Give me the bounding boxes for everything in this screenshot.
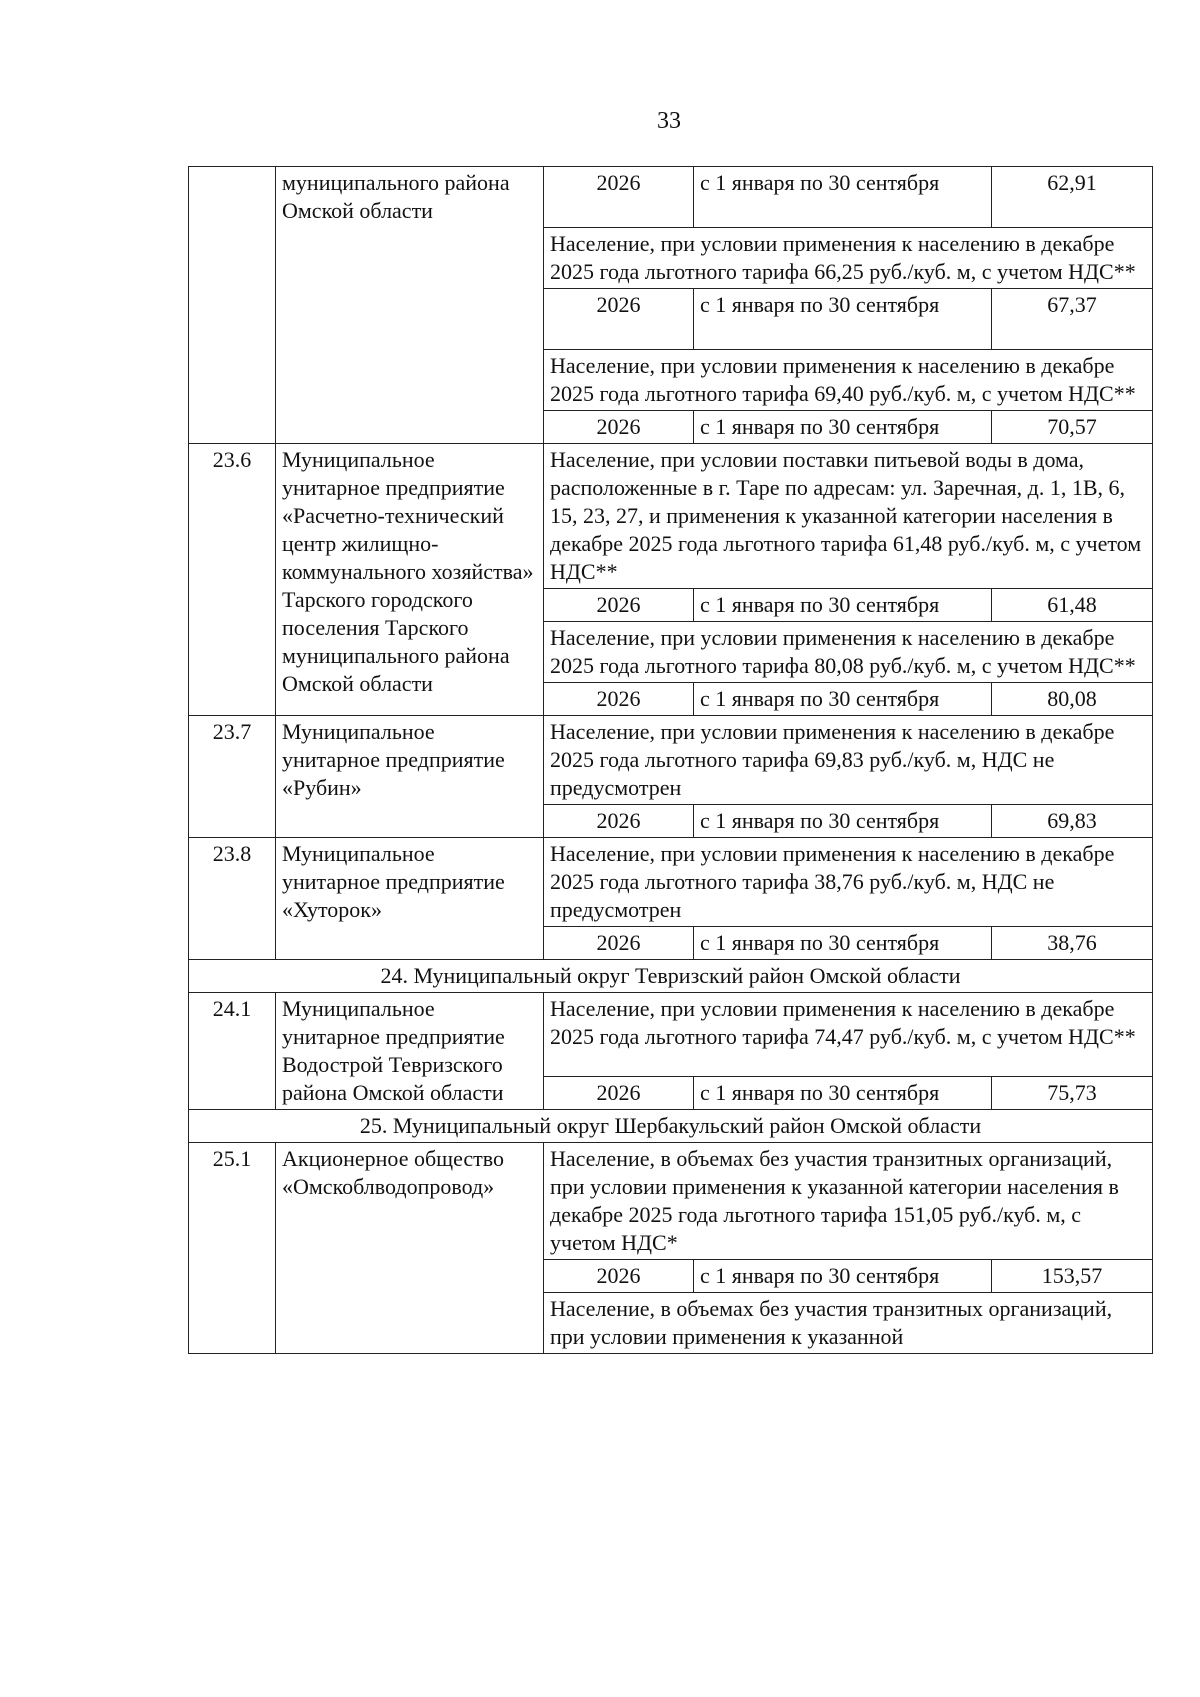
row-number: 23.8 xyxy=(189,838,276,960)
tariff-year: 2026 xyxy=(544,1260,694,1293)
consumer-condition: Население, при условии поставки питьевой воды в дома, расположенные в г. Таре по адресам: ул. Заречная, д. 1, 1В, 6, 15, 23, 27, и применения к указанной категории населения в декабре 2025 года льготного тарифа 61,48 руб./куб. м, с учетом НДС** xyxy=(544,444,1153,589)
tariff-year: 2026 xyxy=(544,927,694,960)
organization-name: Муниципальное унитарное предприятие «Рубин» xyxy=(276,716,544,838)
tariff-period: с 1 января по 30 сентября xyxy=(694,1077,992,1110)
consumer-condition: Население, в объемах без участия транзитных организаций, при условии применения к указанной категории населения в декабре 2025 года льготного тарифа 151,05 руб./куб. м, с учетом НДС* xyxy=(544,1143,1153,1260)
tariff-year: 2026 xyxy=(544,683,694,716)
row-number xyxy=(189,167,276,444)
page-number: 33 xyxy=(657,108,681,134)
tariff-period: с 1 января по 30 сентября xyxy=(694,411,992,444)
tariff-period: с 1 января по 30 сентября xyxy=(694,167,992,228)
consumer-condition: Население, при условии применения к населению в декабре 2025 года льготного тарифа 66,25 руб./куб. м, с учетом НДС** xyxy=(544,228,1153,289)
tariff-value: 61,48 xyxy=(992,589,1153,622)
tariff-year: 2026 xyxy=(544,805,694,838)
tariff-period: с 1 января по 30 сентября xyxy=(694,589,992,622)
section-heading: 25. Муниципальный округ Шербакульский район Омской области xyxy=(189,1110,1153,1143)
tariff-value: 75,73 xyxy=(992,1077,1153,1110)
row-number: 23.6 xyxy=(189,444,276,716)
tariff-year: 2026 xyxy=(544,1077,694,1110)
tariff-period: с 1 января по 30 сентября xyxy=(694,927,992,960)
table-row xyxy=(189,167,1153,228)
table-row xyxy=(189,1143,1153,1260)
tariff-value: 62,91 xyxy=(992,167,1153,228)
tariff-period: с 1 января по 30 сентября xyxy=(694,805,992,838)
tariff-period: с 1 января по 30 сентября xyxy=(694,289,992,350)
organization-name: Акционерное общество «Омскоблводопровод» xyxy=(276,1143,544,1354)
tariff-year: 2026 xyxy=(544,289,694,350)
organization-name: Муниципальное унитарное предприятие Водострой Тевризского района Омской области xyxy=(276,993,544,1110)
consumer-condition: Население, при условии применения к населению в декабре 2025 года льготного тарифа 74,47 руб./куб. м, с учетом НДС** xyxy=(544,993,1153,1077)
consumer-condition: Население, при условии применения к населению в декабре 2025 года льготного тарифа 69,83 руб./куб. м, НДС не предусмотрен xyxy=(544,716,1153,805)
consumer-condition: Население, при условии применения к населению в декабре 2025 года льготного тарифа 69,40 руб./куб. м, с учетом НДС** xyxy=(544,350,1153,411)
table-row xyxy=(189,444,1153,589)
tariff-value: 153,57 xyxy=(992,1260,1153,1293)
table-row xyxy=(189,993,1153,1077)
tariff-year: 2026 xyxy=(544,589,694,622)
table-row xyxy=(189,716,1153,805)
table-row xyxy=(189,838,1153,927)
row-number: 25.1 xyxy=(189,1143,276,1354)
tariff-value: 38,76 xyxy=(992,927,1153,960)
organization-name: муниципального района Омской области xyxy=(276,167,544,444)
organization-name: Муниципальное унитарное предприятие «Хуторок» xyxy=(276,838,544,960)
consumer-condition: Население, в объемах без участия транзитных организаций, при условии применения к указанной xyxy=(544,1293,1153,1354)
section-row xyxy=(189,1110,1153,1143)
tariff-period: с 1 января по 30 сентября xyxy=(694,683,992,716)
row-number: 23.7 xyxy=(189,716,276,838)
section-heading: 24. Муниципальный округ Тевризский район Омской области xyxy=(189,960,1153,993)
tariff-value: 70,57 xyxy=(992,411,1153,444)
organization-name: Муниципальное унитарное предприятие «Расчетно-технический центр жилищно-коммунального хозяйства» Тарского городского поселения Тарского муниципального района Омской области xyxy=(276,444,544,716)
tariff-value: 69,83 xyxy=(992,805,1153,838)
tariff-value: 80,08 xyxy=(992,683,1153,716)
consumer-condition: Население, при условии применения к населению в декабре 2025 года льготного тарифа 38,76 руб./куб. м, НДС не предусмотрен xyxy=(544,838,1153,927)
tariff-table xyxy=(188,166,1153,1354)
tariff-value: 67,37 xyxy=(992,289,1153,350)
tariff-period: с 1 января по 30 сентября xyxy=(694,1260,992,1293)
consumer-condition: Население, при условии применения к населению в декабре 2025 года льготного тарифа 80,08 руб./куб. м, с учетом НДС** xyxy=(544,622,1153,683)
tariff-year: 2026 xyxy=(544,411,694,444)
tariff-year: 2026 xyxy=(544,167,694,228)
row-number: 24.1 xyxy=(189,993,276,1110)
section-row xyxy=(189,960,1153,993)
